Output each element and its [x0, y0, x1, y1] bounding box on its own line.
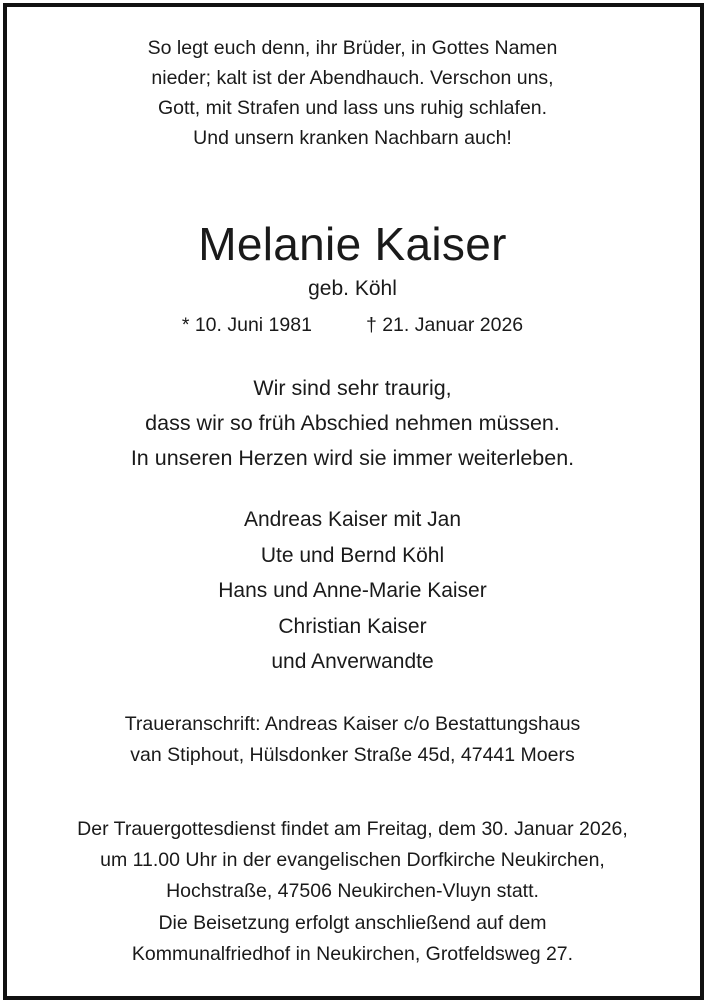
service-line: um 11.00 Uhr in der evangelischen Dorfkirche Neukirchen,: [100, 849, 605, 871]
mourner-entry: Hans und Anne-Marie Kaiser: [218, 579, 487, 602]
poem-line: Gott, mit Strafen und lass uns ruhig schlafen.: [157, 97, 548, 119]
mourning-address: [0, 709, 705, 771]
service-line: Hochstraße, 47506 Neukirchen-Vluyn statt.: [166, 880, 539, 902]
poem-line: Und unsern kranken Nachbarn auch!: [193, 127, 512, 149]
death-date: † 21. Januar 2026: [365, 314, 524, 336]
address-line: Traueranschrift: Andreas Kaiser c/o Bestattungshaus: [124, 713, 581, 735]
burial-line: Die Beisetzung erfolgt anschließend auf dem: [158, 912, 547, 934]
birth-date: * 10. Juni 1981: [181, 314, 312, 336]
life-dates: [0, 310, 705, 340]
message-line: In unseren Herzen wird sie immer weiterleben.: [130, 446, 575, 470]
address-line: van Stiphout, Hülsdonker Straße 45d, 47441 Moers: [130, 744, 575, 766]
mourning-message: [0, 371, 705, 476]
burial-info: [0, 908, 705, 970]
mourner-entry: Christian Kaiser: [278, 614, 427, 638]
poem-verse: [0, 33, 705, 153]
service-line: Der Trauergottesdienst findet am Freitag, dem 30. Januar 2026,: [77, 818, 628, 840]
poem-line: So legt euch denn, ihr Brüder, in Gottes Namen: [147, 37, 558, 59]
message-line: dass wir so früh Abschied nehmen müssen.: [145, 411, 560, 435]
burial-line: Kommunalfriedhof in Neukirchen, Grotfeldsweg 27.: [131, 943, 574, 965]
message-line: Wir sind sehr traurig,: [253, 376, 452, 400]
poem-line: nieder; kalt ist der Abendhauch. Verschon uns,: [151, 67, 554, 89]
funeral-service-info: [0, 814, 705, 907]
mourner-entry: Ute und Bernd Köhl: [260, 543, 445, 567]
mourners-list: [0, 502, 705, 680]
mourner-entry: Andreas Kaiser mit Jan: [243, 508, 462, 531]
maiden-name: geb. Köhl: [308, 277, 397, 300]
mourner-entry: und Anverwandte: [271, 650, 434, 673]
deceased-name: Melanie Kaiser: [198, 218, 507, 270]
